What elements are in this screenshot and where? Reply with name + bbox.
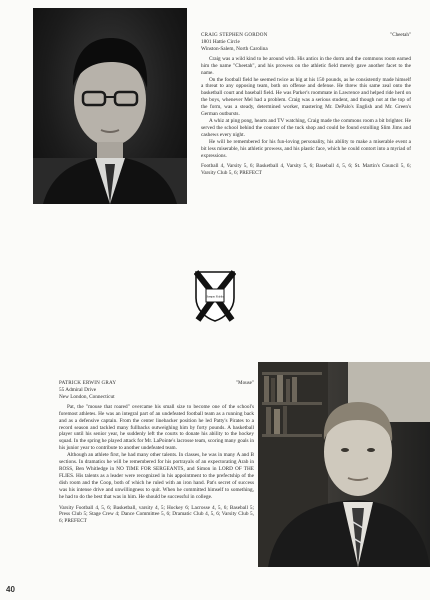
- page-number: 40: [6, 585, 15, 594]
- bio-paragraph: A whiz at ping pong, hearts and TV watching, Craig made the commons room a bit brighter. He served the school behind the counter of the tuck shop and could be found extolling Slim Jims and cashews every night.: [201, 117, 411, 138]
- address-line: New London, Connecticut: [59, 393, 115, 400]
- senior-entry-gordon: [201, 32, 411, 177]
- portrait-photo-gordon: [33, 8, 187, 204]
- bio-paragraph: Pat, the "mouse that roared" overcame his small size to become one of the school's foremost athletes. He was an integral part of an undefeated football team as a running back and as a defensive captain. From the center linebacker position he led Patty's Pirates to a record season and tackled many fullbacks outweighing him by forty pounds. A basketball player until his senior year, he suddenly left the courts to donate his ability to the hockey squad. In the spring he played attack for Mr. LaPointe's lacrosse team, scoring many goals in his junior year to contribute to another undefeated team.: [59, 403, 254, 452]
- bio-paragraph: Craig was a wild kind to be around with. His antics in the dorm and the commons room earned him the name "Cheetah", and his prowess on the athletic field merely gave another facet to the name.: [201, 55, 411, 76]
- address-line: 1801 Hattie Circle: [201, 39, 240, 45]
- bio-paragraph: On the football field he seemed twice as big at his 150 pounds, as he consistently made himself a threat to any opposing team, both on offense and defense. He threw this same zeal onto the basketball court and baseball field. He was Parker's roommate in Lawrence and helped ride herd on the boys, whenever Mel had a problem. Craig was a serious student, and though not at the top of the form, was a steady, determined worker, mastering Mr. DePalo's English and Mr. Green's German outbursts.: [201, 76, 411, 118]
- crest-motto: Semper Fidelis: [206, 295, 224, 299]
- student-nickname: "Cheetah": [390, 32, 411, 38]
- address-line: Winston-Salem, North Carolina: [201, 45, 268, 52]
- bio-paragraph: Although an athlete first, he had many other talents. In classes, he was in many A and B sections. In dramatics he will be remembered for his portrayals of an expectorating Arab in ROSS, Ben Whitledge in NO TIME FOR SERGEANTS, and Simon in LORD OF THE FLIES. His talents as a leader were recognized in his appointment to the prefectship of the dish room and the Coop, both of which he ruled with an iron hand. Pat's secret of success was his intense drive and unwillingness to quit. When he committed himself to something, he had to do the best that was in him. He should be successful in college.: [59, 452, 254, 500]
- portrait-photo-gray: [258, 362, 430, 567]
- bio-paragraph: He will be remembered for his fun-loving personality, his ability to make a miserable event a bit less miserable, his athletic prowess, and his plastic face, which he could contort into a myriad of expressions.: [201, 138, 411, 159]
- student-nickname: "Mouse": [235, 380, 254, 386]
- school-crest: [194, 270, 236, 322]
- senior-entry-gray: [59, 380, 254, 525]
- activities-list: Varsity Football 4, 5, 6; Basketball, varsity 4, 5; Hockey 6; Lacrosse 4, 5, 6; Baseball 5; Press Club 5; Stage Crew 4; Dance Committee 5, 6; Dramatic Club 4, 5, 6; Varsity Club 5, 6; PREFECT: [59, 504, 254, 525]
- activities-list: Football 4, Varsity 5, 6; Basketball 4, Varsity 5, 6; Baseball 4, 5, 6; St. Martin's Council 5, 6; Varsity Club 5, 6; PREFECT: [201, 163, 411, 177]
- address-line: 55 Admiral Drive: [59, 387, 97, 393]
- student-name: PATRICK ERWIN GRAY: [59, 380, 117, 386]
- student-name: CRAIG STEPHEN GORDON: [201, 32, 268, 38]
